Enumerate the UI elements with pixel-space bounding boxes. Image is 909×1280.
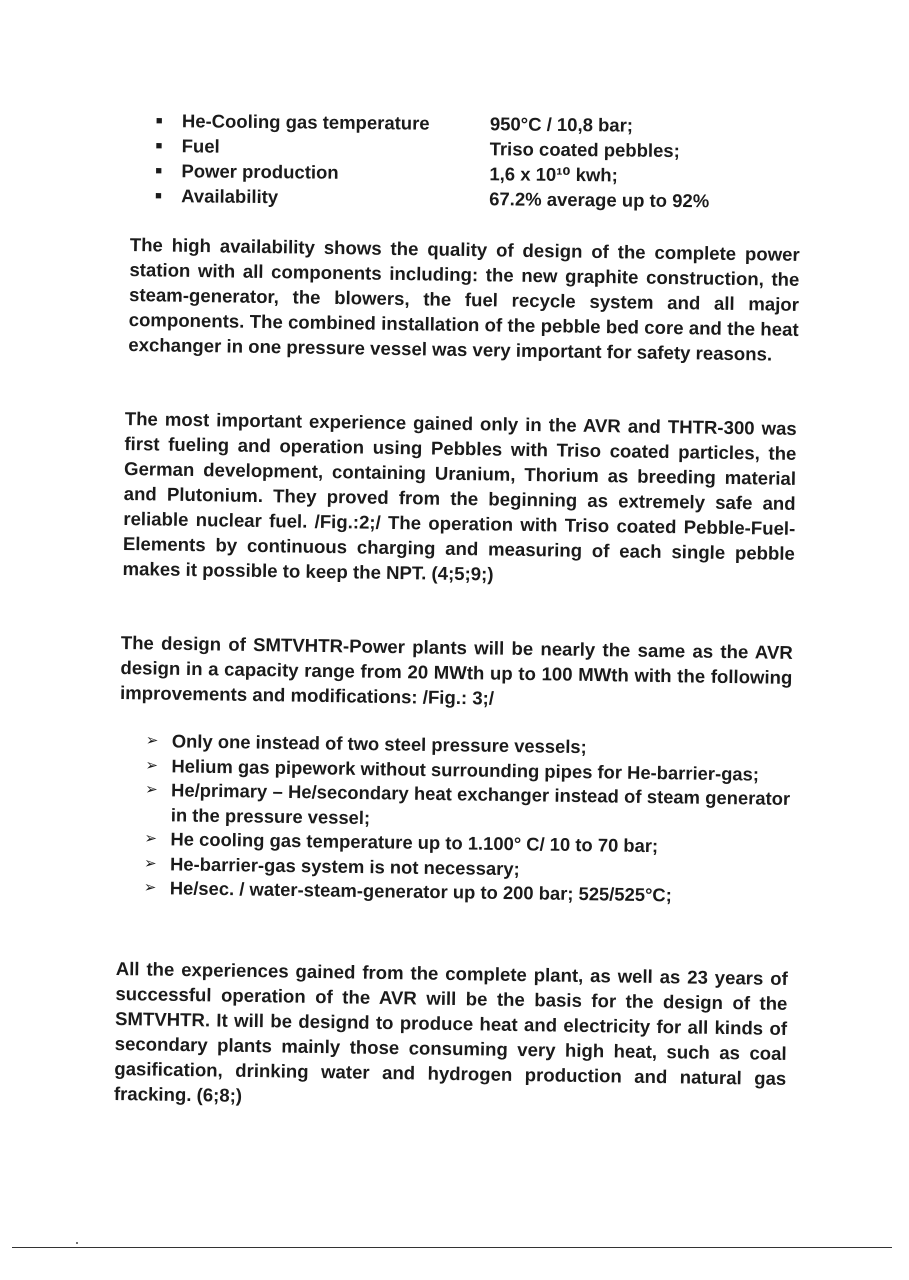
spec-value: 67.2% average up to 92% [489, 188, 710, 212]
square-bullet-icon: ■ [155, 189, 162, 203]
improvements-list [144, 729, 791, 909]
list-item-text: He cooling gas temperature up to 1.100° C/ 10 to 70 bar; [170, 828, 659, 857]
arrowhead-bullet-icon: ➢ [143, 878, 157, 897]
list-item-text: He-barrier-gas system is not necessary; [169, 852, 520, 879]
list-item-text: Only one instead of two steel pressure vessels; [171, 730, 587, 758]
arrowhead-bullet-icon: ➢ [144, 854, 157, 872]
paragraph-design: The design of SMTVHTR-Power plants will be nearly the same as the AVR design in a capacity range from 20 MWth up to 100 MWth with the following improvements and modifications: /Fig.: 3;/ [119, 631, 793, 709]
square-bullet-icon: ■ [155, 164, 163, 178]
square-bullet-icon: ■ [155, 139, 163, 153]
spec-label: He-Cooling gas temperature [181, 110, 430, 134]
list-item [145, 778, 791, 836]
paragraph-conclusion: All the experiences gained from the complete plant, as well as 23 years of successful operation of the AVR will be the basis for the design of the SMTVHTR. It will be designd to produce heat and electricity for all kinds of secondary plants mainly those consuming very high heat, such as coal gasification, drinking water and hydrogen production and natural gas fracking. (6;8;) [113, 957, 788, 1106]
scan-speck [76, 1242, 78, 1244]
list-item-text: Helium gas pipework without surrounding pipes for He-barrier-gas; [171, 754, 760, 785]
arrowhead-bullet-icon: ➢ [145, 731, 159, 750]
list-item-text: He/sec. / water-steam-generator up to 200 bar; 525/525°C; [169, 877, 672, 906]
arrowhead-bullet-icon: ➢ [144, 829, 158, 848]
spec-list [155, 110, 796, 216]
spec-value: Triso coated pebbles; [489, 138, 680, 162]
paragraph-experience: The most important experience gained only in the AVR and THTR-300 was first fueling and operation using Pebbles with Triso coated particles, the German development, containing Uranium, Thorium as breeding material and Plutonium. They proved from the beginning as extremely safe and reliable nuclear fuel. /Fig.:2;/ The operation with Triso coated Pebble-Fuel-Elements by continuous charging and measuring of each single pebble makes it possible to keep the NPT. (4;5;9;) [122, 407, 797, 585]
spec-value: 1,6 x 10¹⁰ kwh; [489, 163, 618, 186]
arrowhead-bullet-icon: ➢ [145, 756, 159, 774]
spec-label: Power production [181, 160, 339, 183]
spec-row-availability [155, 185, 795, 216]
spec-value: 950°C / 10,8 bar; [489, 113, 634, 136]
spec-label: Availability [181, 185, 279, 208]
list-item-text: He/primary – He/secondary heat exchanger instead of steam generator in the pressure vessel; [170, 779, 791, 828]
footer-divider [12, 1247, 892, 1248]
spec-label: Fuel [181, 135, 220, 157]
square-bullet-icon: ■ [155, 114, 163, 128]
paragraph-availability: The high availability shows the quality of design of the complete power station with all components including: the new graphite construction, the steam-generator, the blowers, the fuel recycle system and all major components. The combined installation of the pebble bed core and the heat exchanger in one pressure vessel was very important for safety reasons. [128, 233, 800, 365]
arrowhead-bullet-icon: ➢ [145, 780, 158, 799]
